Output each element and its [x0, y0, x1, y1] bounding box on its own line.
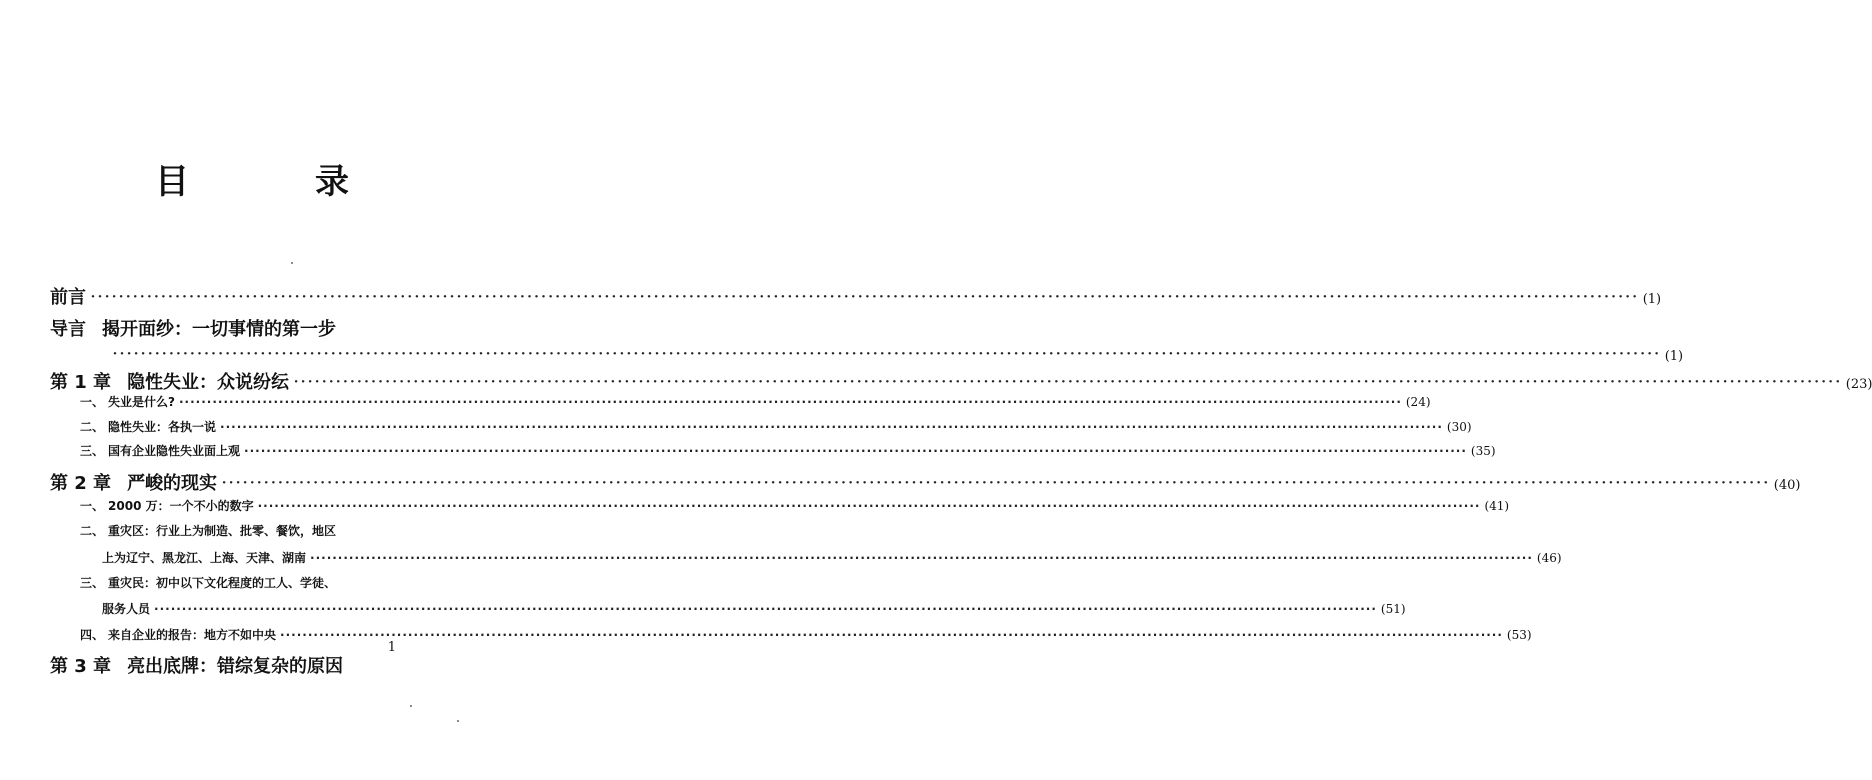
toc-chapter-row [50, 283, 1662, 309]
toc-dot-leader: ···························································································································································································································· [293, 371, 1842, 393]
toc-dot-leader: ···························································································································································································································· [220, 420, 1443, 434]
toc-page-ref: (41) [1484, 499, 1510, 513]
toc-page-ref: (53) [1506, 628, 1532, 642]
toc-entry-number: 一、 [80, 395, 105, 409]
toc-entry-title: 隐性失业：众说纷纭 [127, 372, 290, 393]
toc-section-row [80, 522, 442, 539]
toc-entry-label [80, 497, 254, 514]
toc-page-ref: (35) [1470, 444, 1496, 458]
toc-dot-leader: ···························································································································································································································· [112, 343, 1661, 365]
toc-page-ref: (46) [1536, 551, 1562, 565]
toc-entry-title: 亮出底牌：错综复杂的原因 [127, 656, 344, 677]
toc-chapter-row [50, 469, 1801, 495]
speck [410, 705, 412, 707]
toc-entry-title: 上为辽宁、黑龙江、上海、天津、湖南 [102, 551, 307, 565]
toc-entry-label [80, 393, 175, 410]
toc-page-ref: (51) [1380, 602, 1406, 616]
toc-entry-number: 三、 [80, 576, 105, 590]
toc-section-row [102, 549, 1562, 566]
toc-entry-number: 第 3 章 [50, 656, 112, 677]
toc-entry-number: 二、 [80, 524, 105, 538]
toc-entry-label [50, 283, 86, 309]
toc-page-ref: (1) [1642, 292, 1662, 307]
toc-entry-title: 2000 万：一个不小的数字 [108, 499, 254, 513]
toc-entry-number: 一、 [80, 499, 105, 513]
toc-entry-number: 导言 [50, 319, 86, 340]
speck [457, 720, 459, 722]
page-number: 1 [387, 640, 396, 655]
toc-entry-label [50, 315, 336, 341]
toc-dot-leader: ···························································································································································································································· [178, 395, 1402, 409]
toc-entry-title: 隐性失业：各执一说 [108, 420, 217, 434]
toc-entry-number: 第 2 章 [50, 473, 112, 494]
toc-entry-label [102, 549, 306, 566]
toc-chapter-row [50, 652, 442, 678]
toc-entry-title: 前言 [50, 287, 86, 308]
toc-dot-leader: ···························································································································································································································· [154, 602, 1377, 616]
toc-dot-leader: ···························································································································································································································· [280, 628, 1503, 642]
toc-entry-label [80, 418, 216, 435]
toc-entry-label [80, 522, 336, 539]
toc-page-ref: (30) [1446, 420, 1472, 434]
page-title: 目 录 [155, 162, 395, 202]
toc-dot-leader: ···························································································································································································································· [244, 444, 1467, 458]
toc-entry-title: 国有企业隐性失业面上观 [108, 444, 241, 458]
toc-entry-title: 来自企业的报告：地方不如中央 [108, 628, 277, 642]
toc-dot-leader: ···························································································································································································································· [90, 286, 1639, 308]
toc-chapter-row [50, 368, 1872, 394]
toc-entry-number: 四、 [80, 628, 105, 642]
toc-entry-title: 重灾民：初中以下文化程度的工人、学徒、 [108, 576, 337, 590]
toc-section-row [102, 600, 1406, 617]
toc-entry-number: 三、 [80, 444, 105, 458]
toc-entry-number: 第 1 章 [50, 372, 112, 393]
toc-entry-label [80, 626, 276, 643]
toc-section-row [80, 497, 1510, 514]
speck [291, 262, 293, 264]
toc-entry-number: 二、 [80, 420, 105, 434]
toc-chapter-row [50, 315, 442, 341]
toc-chapter-row [108, 343, 1684, 365]
toc-entry-title: 严峻的现实 [127, 473, 218, 494]
toc-section-row [80, 393, 1431, 410]
toc-entry-title: 服务人员 [102, 602, 151, 616]
toc-section-row [80, 418, 1472, 435]
toc-section-row [80, 574, 442, 591]
toc-page-ref: (1) [1664, 349, 1684, 364]
toc-dot-leader: ···························································································································································································································· [221, 472, 1770, 494]
toc-entry-label [80, 442, 240, 459]
toc-entry-title: 重灾区：行业上为制造、批零、餐饮，地区 [108, 524, 337, 538]
toc-section-row [80, 442, 1496, 459]
toc-entry-label [50, 368, 289, 394]
toc-entry-label [50, 469, 217, 495]
toc-entry-label [80, 574, 336, 591]
toc-entry-label [102, 600, 150, 617]
toc-entry-title: 失业是什么? [108, 395, 175, 409]
toc-entry-title: 揭开面纱：一切事情的第一步 [102, 319, 336, 340]
toc-page-ref: (40) [1773, 478, 1801, 493]
toc-page-ref: (24) [1405, 395, 1431, 409]
toc-dot-leader: ···························································································································································································································· [310, 551, 1533, 565]
toc-entry-label [50, 652, 343, 678]
toc-dot-leader: ···························································································································································································································· [257, 499, 1481, 513]
toc-page-ref: (23) [1845, 377, 1872, 392]
